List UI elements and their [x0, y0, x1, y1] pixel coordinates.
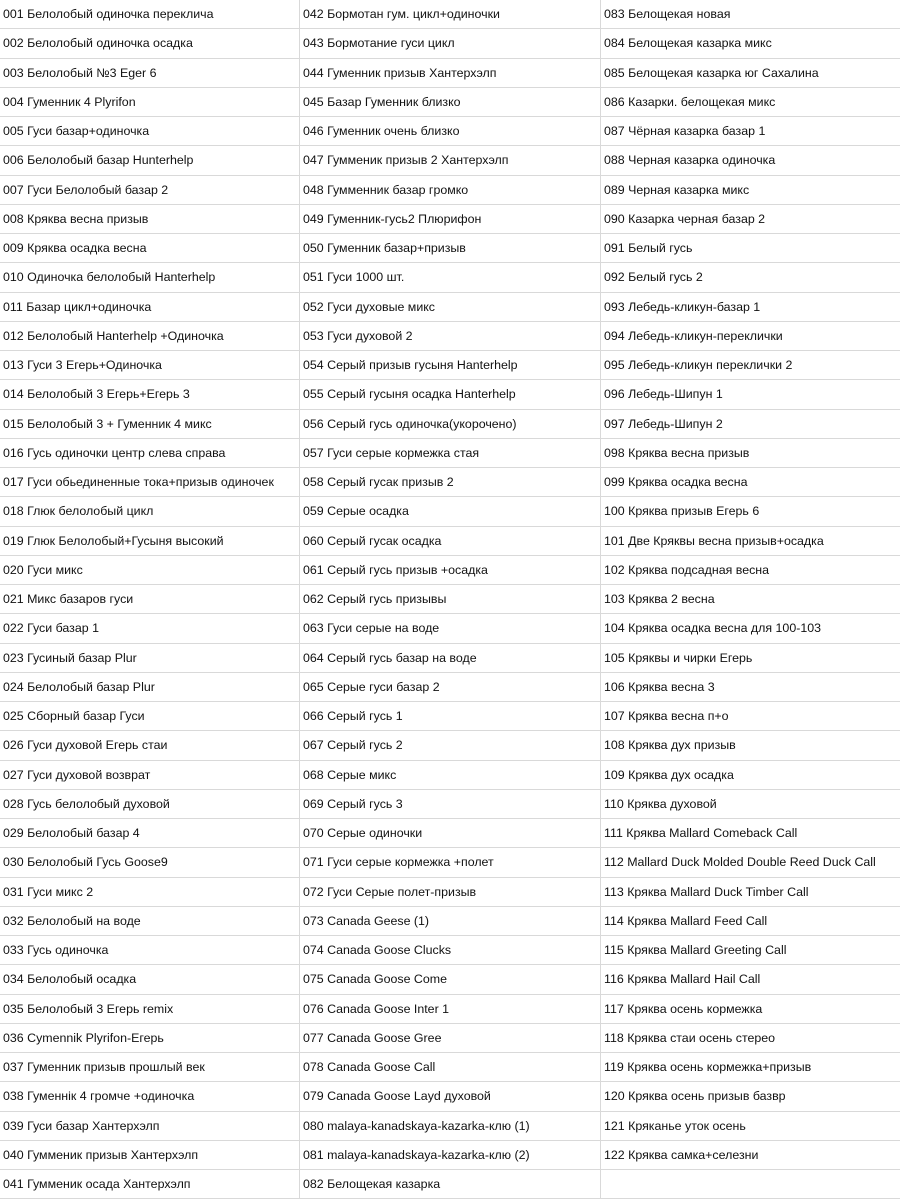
track-item: 114 Кряква Mallard Feed Call — [601, 907, 900, 936]
track-item: 014 Белолобый 3 Егерь+Егерь 3 — [0, 380, 300, 409]
track-item: 050 Гуменник базар+призыв — [300, 234, 601, 263]
track-item: 031 Гуси микс 2 — [0, 878, 300, 907]
track-item: 037 Гуменник призыв прошлый век — [0, 1053, 300, 1082]
track-item: 063 Гуси серые на воде — [300, 614, 601, 643]
track-item: 117 Кряква осень кормежка — [601, 995, 900, 1024]
track-item: 016 Гусь одиночки центр слева справа — [0, 439, 300, 468]
track-item: 107 Кряква весна п+о — [601, 702, 900, 731]
track-item — [601, 1170, 900, 1199]
track-item: 057 Гуси серые кормежка стая — [300, 439, 601, 468]
track-item: 025 Сборный базар Гуси — [0, 702, 300, 731]
track-item: 079 Canada Goose Layd духовой — [300, 1082, 601, 1111]
track-item: 096 Лебедь-Шипун 1 — [601, 380, 900, 409]
track-item: 060 Серый гусак осадка — [300, 527, 601, 556]
track-item: 120 Кряква осень призыв базвр — [601, 1082, 900, 1111]
track-item: 100 Кряква призыв Егерь 6 — [601, 497, 900, 526]
track-item: 113 Кряква Mallard Duck Timber Call — [601, 878, 900, 907]
track-item: 122 Кряква самка+селезни — [601, 1141, 900, 1170]
track-item: 029 Белолобый базар 4 — [0, 819, 300, 848]
track-item: 102 Кряква подсадная весна — [601, 556, 900, 585]
track-item: 087 Чёрная казарка базар 1 — [601, 117, 900, 146]
track-item: 047 Гумменик призыв 2 Хантерхэлп — [300, 146, 601, 175]
track-item: 073 Canada Geese (1) — [300, 907, 601, 936]
track-item: 006 Белолобый базар Hunterhelp — [0, 146, 300, 175]
track-item: 027 Гуси духовой возврат — [0, 761, 300, 790]
track-item: 101 Две Кряквы весна призыв+осадка — [601, 527, 900, 556]
track-item: 058 Серый гусак призыв 2 — [300, 468, 601, 497]
track-item: 024 Белолобый базар Plur — [0, 673, 300, 702]
track-item: 012 Белолобый Hanterhelp +Одиночка — [0, 322, 300, 351]
track-item: 008 Кряква весна призыв — [0, 205, 300, 234]
track-item: 034 Белолобый осадка — [0, 965, 300, 994]
track-item: 001 Белолобый одиночка переклича — [0, 0, 300, 29]
track-item: 108 Кряква дух призыв — [601, 731, 900, 760]
track-item: 111 Кряква Mallard Comeback Call — [601, 819, 900, 848]
track-item: 066 Серый гусь 1 — [300, 702, 601, 731]
track-item: 086 Казарки. белощекая микс — [601, 88, 900, 117]
track-item: 045 Базар Гуменник близко — [300, 88, 601, 117]
track-item: 072 Гуси Серые полет-призыв — [300, 878, 601, 907]
track-item: 118 Кряква стаи осень стерео — [601, 1024, 900, 1053]
track-item: 032 Белолобый на воде — [0, 907, 300, 936]
track-item: 038 Гуменнік 4 громче +одиночка — [0, 1082, 300, 1111]
track-item: 081 malaya-kanadskaya-kazarka-клю (2) — [300, 1141, 601, 1170]
track-item: 044 Гуменник призыв Хантерхэлп — [300, 59, 601, 88]
track-item: 110 Кряква духовой — [601, 790, 900, 819]
track-item: 062 Серый гусь призывы — [300, 585, 601, 614]
track-item: 094 Лебедь-кликун-переклички — [601, 322, 900, 351]
track-item: 036 Cymennik Plyrifon-Егерь — [0, 1024, 300, 1053]
track-item: 051 Гуси 1000 шт. — [300, 263, 601, 292]
track-item: 022 Гуси базар 1 — [0, 614, 300, 643]
track-item: 068 Серые микс — [300, 761, 601, 790]
track-item: 082 Белощекая казарка — [300, 1170, 601, 1199]
track-item: 026 Гуси духовой Егерь стаи — [0, 731, 300, 760]
track-item: 019 Глюк Белолобый+Гусыня высокий — [0, 527, 300, 556]
track-column-1 — [0, 0, 300, 1200]
track-item: 106 Кряква весна 3 — [601, 673, 900, 702]
track-item: 098 Кряква весна призыв — [601, 439, 900, 468]
track-item: 010 Одиночка белолобый Hanterhelp — [0, 263, 300, 292]
track-item: 023 Гусиный базар Plur — [0, 644, 300, 673]
track-item: 089 Черная казарка микс — [601, 176, 900, 205]
track-item: 065 Серые гуси базар 2 — [300, 673, 601, 702]
track-item: 097 Лебедь-Шипун 2 — [601, 410, 900, 439]
track-item: 070 Серые одиночки — [300, 819, 601, 848]
track-item: 109 Кряква дух осадка — [601, 761, 900, 790]
track-item: 105 Кряквы и чирки Егерь — [601, 644, 900, 673]
track-item: 052 Гуси духовые микс — [300, 293, 601, 322]
track-item: 093 Лебедь-кликун-базар 1 — [601, 293, 900, 322]
track-item: 115 Кряква Mallard Greeting Call — [601, 936, 900, 965]
track-column-3 — [601, 0, 900, 1200]
track-item: 064 Серый гусь базар на воде — [300, 644, 601, 673]
track-item: 077 Canada Goose Gree — [300, 1024, 601, 1053]
track-item: 071 Гуси серые кормежка +полет — [300, 848, 601, 877]
track-item: 091 Белый гусь — [601, 234, 900, 263]
track-item: 061 Серый гусь призыв +осадка — [300, 556, 601, 585]
track-item: 078 Canada Goose Call — [300, 1053, 601, 1082]
track-item: 015 Белолобый 3 + Гуменник 4 микс — [0, 410, 300, 439]
track-item: 116 Кряква Mallard Hail Call — [601, 965, 900, 994]
track-item: 095 Лебедь-кликун переклички 2 — [601, 351, 900, 380]
track-item: 033 Гусь одиночка — [0, 936, 300, 965]
track-item: 090 Казарка черная базар 2 — [601, 205, 900, 234]
track-item: 040 Гумменик призыв Хантерхэлп — [0, 1141, 300, 1170]
track-item: 084 Белощекая казарка микс — [601, 29, 900, 58]
track-item: 099 Кряква осадка весна — [601, 468, 900, 497]
track-item: 021 Микс базаров гуси — [0, 585, 300, 614]
track-item: 088 Черная казарка одиночка — [601, 146, 900, 175]
track-item: 067 Серый гусь 2 — [300, 731, 601, 760]
track-item: 055 Серый гусыня осадка Hanterhelp — [300, 380, 601, 409]
track-item: 069 Серый гусь 3 — [300, 790, 601, 819]
track-item: 043 Бормотание гуси цикл — [300, 29, 601, 58]
track-item: 041 Гумменик осада Хантерхэлп — [0, 1170, 300, 1199]
track-column-2 — [300, 0, 601, 1200]
track-item: 054 Серый призыв гусыня Hanterhelp — [300, 351, 601, 380]
track-item: 085 Белощекая казарка юг Сахалина — [601, 59, 900, 88]
track-item: 011 Базар цикл+одиночка — [0, 293, 300, 322]
track-item: 013 Гуси 3 Егерь+Одиночка — [0, 351, 300, 380]
track-item: 002 Белолобый одиночка осадка — [0, 29, 300, 58]
track-item: 020 Гуси микс — [0, 556, 300, 585]
track-item: 007 Гуси Белолобый базар 2 — [0, 176, 300, 205]
track-item: 056 Серый гусь одиночка(укорочено) — [300, 410, 601, 439]
track-item: 042 Бормотан гум. цикл+одиночки — [300, 0, 601, 29]
track-item: 039 Гуси базар Хантерхэлп — [0, 1112, 300, 1141]
track-item: 074 Canada Goose Clucks — [300, 936, 601, 965]
track-item: 076 Canada Goose Inter 1 — [300, 995, 601, 1024]
track-item: 053 Гуси духовой 2 — [300, 322, 601, 351]
track-item: 103 Кряква 2 весна — [601, 585, 900, 614]
track-item: 030 Белолобый Гусь Goose9 — [0, 848, 300, 877]
track-item: 005 Гуси базар+одиночка — [0, 117, 300, 146]
track-item: 119 Кряква осень кормежка+призыв — [601, 1053, 900, 1082]
track-item: 112 Mallard Duck Molded Double Reed Duck Call — [601, 848, 900, 877]
track-item: 018 Глюк белолобый цикл — [0, 497, 300, 526]
track-item: 075 Canada Goose Come — [300, 965, 601, 994]
track-item: 028 Гусь белолобый духовой — [0, 790, 300, 819]
track-item: 004 Гуменник 4 Plyrifon — [0, 88, 300, 117]
track-item: 083 Белощекая новая — [601, 0, 900, 29]
track-item: 048 Гумменник базар громко — [300, 176, 601, 205]
track-item: 080 malaya-kanadskaya-kazarka-клю (1) — [300, 1112, 601, 1141]
track-item: 017 Гуси обьединенные тока+призыв одиночек — [0, 468, 300, 497]
track-item: 092 Белый гусь 2 — [601, 263, 900, 292]
track-item: 104 Кряква осадка весна для 100-103 — [601, 614, 900, 643]
track-item: 003 Белолобый №3 Eger 6 — [0, 59, 300, 88]
track-item: 009 Кряква осадка весна — [0, 234, 300, 263]
track-item: 049 Гуменник-гусь2 Плюрифон — [300, 205, 601, 234]
track-item: 035 Белолобый 3 Егерь remix — [0, 995, 300, 1024]
track-item: 121 Кряканье уток осень — [601, 1112, 900, 1141]
track-item: 059 Серые осадка — [300, 497, 601, 526]
track-item: 046 Гуменник очень близко — [300, 117, 601, 146]
